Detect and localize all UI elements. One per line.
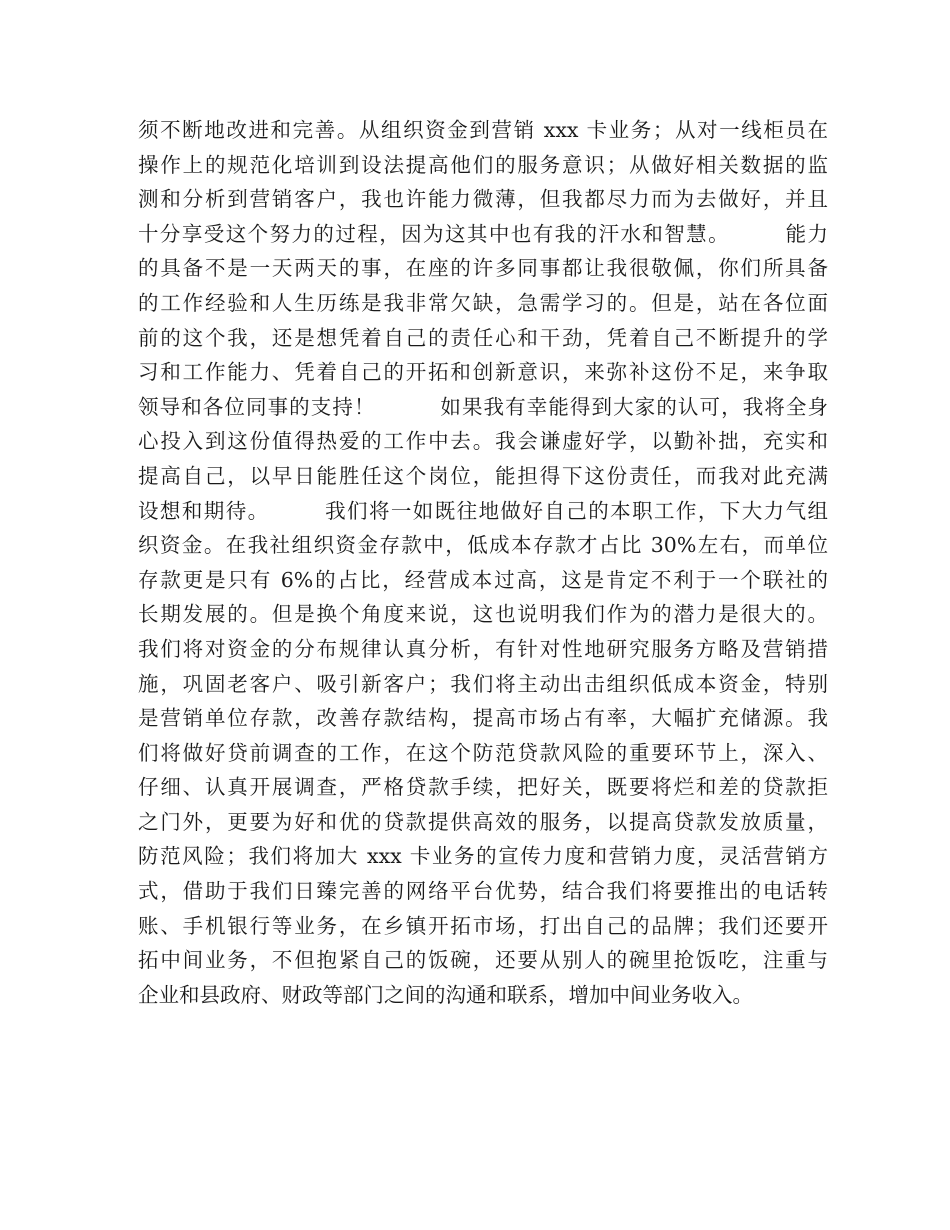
text-line: 的具备不是一天两天的事，在座的许多同事都让我很敬佩，你们所具备 <box>138 256 828 281</box>
text-line: 是营销单位存款，改善存款结构，提高市场占有率，大幅扩充储源。我 <box>138 706 828 731</box>
text-line: 操作上的规范化培训到设法提高他们的服务意识；从做好相关数据的监 <box>138 152 828 177</box>
text-line: 习和工作能力、凭着自己的开拓和创新意识，来弥补这份不足，来争取 <box>138 360 828 385</box>
text-line: 账、手机银行等业务，在乡镇开拓市场，打出自己的品牌；我们还要开 <box>138 913 828 938</box>
text-line: 仔细、认真开展调查，严格贷款手续，把好关，既要将烂和差的贷款拒 <box>138 775 828 800</box>
text-line: 长期发展的。但是换个角度来说，这也说明我们作为的潜力是很大的。 <box>138 602 828 627</box>
text-line: 我们将对资金的分布规律认真分析，有针对性地研究服务方略及营销措 <box>138 636 828 661</box>
text-line: 十分享受这个努力的过程，因为这其中也有我的汗水和智慧。 能力 <box>138 221 828 246</box>
text-line: 式，借助于我们日臻完善的网络平台优势，结合我们将要推出的电话转 <box>138 879 828 904</box>
text-line: 存款更是只有 6%的占比，经营成本过高，这是肯定不利于一个联社的 <box>138 567 828 592</box>
text-line: 前的这个我，还是想凭着自己的责任心和干劲，凭着自己不断提升的学 <box>138 325 828 350</box>
text-line: 之门外，更要为好和优的贷款提供高效的服务，以提高贷款发放质量， <box>138 809 828 834</box>
text-line: 提高自己，以早日能胜任这个岗位，能担得下这份责任，而我对此充满 <box>138 463 828 488</box>
text-line: 防范风险；我们将加大 xxx 卡业务的宣传力度和营销力度，灵活营销方 <box>138 844 828 869</box>
text-line: 的工作经验和人生历练是我非常欠缺，急需学习的。但是，站在各位面 <box>138 290 828 315</box>
text-line: 测和分析到营销客户，我也许能力微薄，但我都尽力而为去做好，并且 <box>138 187 828 212</box>
text-line: 须不断地改进和完善。从组织资金到营销 xxx 卡业务；从对一线柜员在 <box>138 118 828 142</box>
text-line: 织资金。在我社组织资金存款中，低成本存款才占比 30%左右，而单位 <box>138 533 828 558</box>
text-line: 领导和各位同事的支持！ 如果我有幸能得到大家的认可，我将全身 <box>138 394 828 419</box>
text-line: 设想和期待。 我们将一如既往地做好自己的本职工作，下大力气组 <box>138 498 828 523</box>
text-line: 拓中间业务，不但抱紧自己的饭碗，还要从别人的碗里抢饭吃，注重与 <box>138 948 828 973</box>
text-line: 心投入到这份值得热爱的工作中去。我会谦虚好学，以勤补拙，充实和 <box>138 429 828 454</box>
text-line: 企业和县政府、财政等部门之间的沟通和联系，增加中间业务收入。 <box>138 982 753 1007</box>
body-paragraph <box>138 113 828 1012</box>
text-line: 们将做好贷前调查的工作，在这个防范贷款风险的重要环节上，深入、 <box>138 740 828 765</box>
text-line: 施，巩固老客户、吸引新客户；我们将主动出击组织低成本资金，特别 <box>138 671 828 696</box>
